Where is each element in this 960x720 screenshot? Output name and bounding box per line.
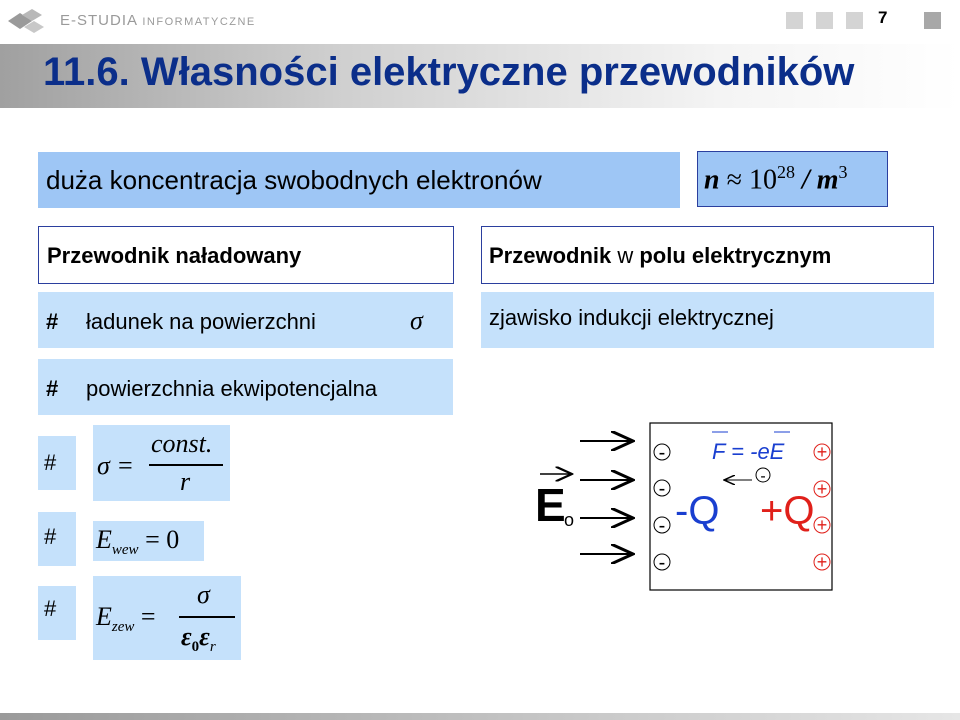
fraction-line xyxy=(179,616,235,618)
induced-positive-charge: +Q xyxy=(760,489,815,533)
surface-charge-item xyxy=(38,292,453,348)
induction-box xyxy=(481,292,934,348)
plus-sign: + xyxy=(816,515,828,535)
brand-name: E-STUDIA INFORMATYCZNE xyxy=(60,11,256,29)
brand-logo xyxy=(4,2,256,38)
formula-ewew-box xyxy=(93,521,204,561)
e0-subscript: o xyxy=(564,510,575,530)
equipotential-text: powierzchnia ekwipotencjalna xyxy=(86,376,378,401)
field-conductor-heading-box xyxy=(481,226,934,284)
minus-sign: - xyxy=(658,478,666,500)
plus-sign: + xyxy=(816,442,828,462)
page-number: 7 xyxy=(878,8,888,27)
minus-sign: - xyxy=(658,552,666,574)
hash-bullet: # xyxy=(44,596,57,621)
nav-square-2[interactable] xyxy=(816,12,833,29)
hash-box-3 xyxy=(38,586,76,640)
formula-n: n xyxy=(704,164,720,196)
logo-icon xyxy=(4,5,54,35)
hash-bullet: # xyxy=(44,524,57,549)
force-formula: F = -eE xyxy=(712,439,785,464)
minus-sign: - xyxy=(658,515,666,537)
fact-text: duża koncentracja swobodnych elektronów xyxy=(46,165,542,195)
e0-label: E xyxy=(535,479,566,531)
formula-num-sigma: σ xyxy=(197,580,210,609)
formula-e-sub: wew xyxy=(111,542,139,559)
plus-sign: + xyxy=(816,479,828,499)
nav-square-next[interactable] xyxy=(924,12,941,29)
formula-eq: = xyxy=(140,602,156,631)
formula-e: E xyxy=(96,602,112,631)
formula-base: 10 xyxy=(748,164,777,196)
induction-text: zjawisko indukcji elektrycznej xyxy=(489,305,774,330)
minus-sign: - xyxy=(658,442,666,464)
formula-den xyxy=(181,622,216,656)
electron-sign: - xyxy=(760,468,766,485)
formula-unit: / m xyxy=(801,164,839,196)
fact-box xyxy=(38,152,680,208)
nav-square-1[interactable] xyxy=(786,12,803,29)
formula-sigma-lhs: σ = xyxy=(97,451,134,480)
formula-unit-exp: 3 xyxy=(838,162,848,182)
formula-rhs: = 0 xyxy=(145,525,180,554)
epsilon-sub-0: 0 xyxy=(191,639,200,656)
hash-bullet: # xyxy=(46,376,59,401)
charged-conductor-heading: Przewodnik naładowany xyxy=(47,243,302,268)
charged-conductor-heading-box xyxy=(38,226,454,284)
formula-sigma-den: r xyxy=(180,467,191,496)
induction-diagram xyxy=(520,418,860,598)
sigma-symbol: σ xyxy=(410,306,423,335)
formula-ezew-box xyxy=(93,576,241,660)
formula-approx: ≈ xyxy=(726,164,742,196)
epsilon: ε xyxy=(181,622,192,651)
concentration-formula xyxy=(697,151,888,207)
formula-sigma-box xyxy=(93,425,230,501)
surface-charge-text: ładunek na powierzchni xyxy=(86,309,316,334)
epsilon: ε xyxy=(199,622,210,651)
formula-e-sub: zew xyxy=(111,619,135,636)
epsilon-sub-r: r xyxy=(209,639,216,656)
equipotential-item xyxy=(38,359,453,415)
plus-sign: + xyxy=(816,552,828,572)
formula-sigma-num: const. xyxy=(151,429,213,458)
hash-box-1 xyxy=(38,436,76,490)
hash-bullet: # xyxy=(44,450,57,475)
nav-square-3[interactable] xyxy=(846,12,863,29)
field-conductor-heading: Przewodnik w polu elektrycznym xyxy=(489,243,832,268)
induced-negative-charge: -Q xyxy=(675,489,720,533)
hash-bullet: # xyxy=(46,309,59,334)
fraction-line xyxy=(149,464,223,466)
field-lines xyxy=(580,441,633,554)
bottom-bar xyxy=(0,713,960,720)
formula-exp: 28 xyxy=(776,162,795,182)
slide-title: 11.6. Własności elektryczne przewodników xyxy=(43,50,855,94)
formula-e: E xyxy=(96,525,112,554)
hash-box-2 xyxy=(38,512,76,566)
